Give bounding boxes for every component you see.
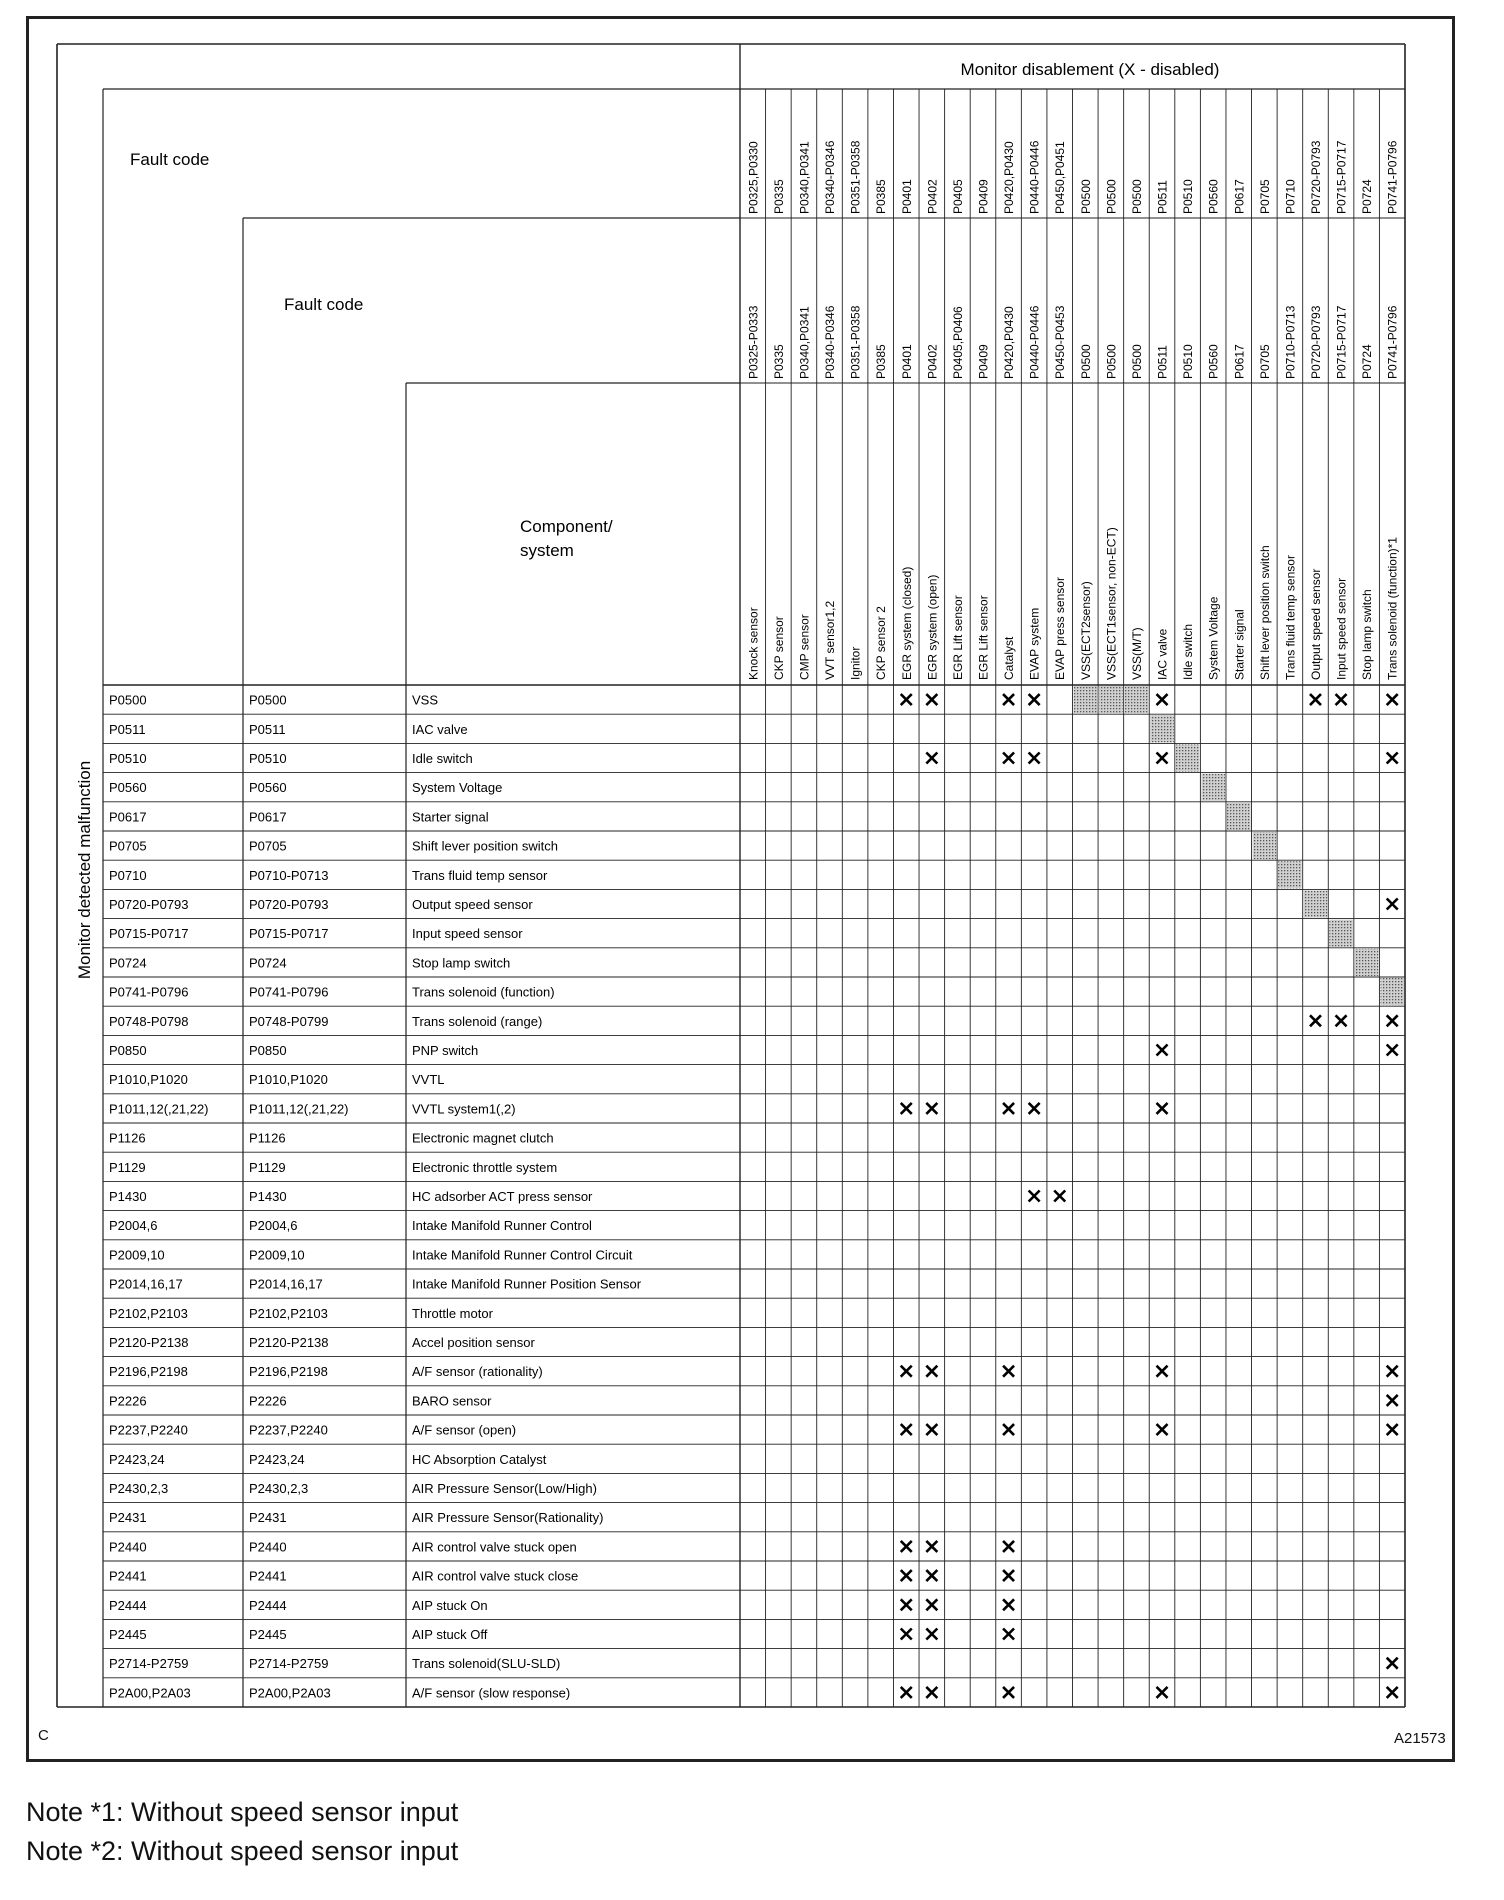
x-mark-icon (901, 1366, 912, 1377)
row-code1: P0720-P0793 (109, 897, 189, 912)
row-code2: P0710-P0713 (249, 867, 329, 883)
x-mark-icon (1157, 1687, 1168, 1698)
col-code1-label: P0340,P0341 (797, 141, 812, 214)
col-component-label: CKP sensor (771, 616, 786, 680)
col-code1-label: P0560 (1206, 179, 1221, 214)
row-code2: P2004,6 (249, 1218, 298, 1234)
row-component: Intake Manifold Runner Position Sensor (412, 1276, 642, 1292)
col-code2-label: P0500 (1078, 344, 1093, 379)
x-mark-icon (1157, 1045, 1168, 1056)
col-code2-label: P0351-P0358 (848, 305, 863, 379)
notes (26, 1793, 458, 1871)
row-code1: P2445 (109, 1627, 147, 1642)
col-code2-label: P0402 (925, 344, 940, 379)
row-component: VVTL system1(,2) (412, 1101, 516, 1117)
fault-code-top-label: Fault code (130, 150, 210, 169)
x-mark-icon (926, 1599, 937, 1610)
row-component: Stop lamp switch (412, 955, 511, 971)
row-component: Intake Manifold Runner Control (412, 1218, 592, 1234)
shaded-cell (1099, 686, 1123, 713)
col-component-label: VSS(M/T) (1129, 627, 1144, 680)
x-mark-icon (926, 1541, 937, 1552)
row-code1: P2441 (109, 1568, 147, 1584)
col-code2-label: P0715-P0717 (1334, 305, 1349, 379)
note-1: Note *1: Without speed sensor input (26, 1797, 459, 1827)
row-component: Intake Manifold Runner Control Circuit (412, 1247, 633, 1263)
col-code1-label: P0385 (874, 179, 889, 214)
row-code1: P2009,10 (109, 1247, 165, 1263)
fault-code-mid-label: Fault code (284, 295, 364, 314)
col-code1-label: P0351-P0358 (848, 140, 863, 214)
col-code2-label: P0720-P0793 (1308, 305, 1323, 379)
x-mark-icon (901, 1599, 912, 1610)
col-code2-label: P0450-P0453 (1053, 305, 1068, 379)
row-component: AIR control valve stuck open (412, 1539, 577, 1555)
x-mark-icon (1003, 1629, 1014, 1640)
row-component: A/F sensor (slow response) (412, 1685, 571, 1701)
row-code2: P2120-P2138 (249, 1335, 329, 1350)
col-code2-label: P0710-P0713 (1283, 305, 1298, 379)
row-code2: P2014,16,17 (249, 1276, 323, 1292)
col-component-label: IAC valve (1155, 628, 1170, 680)
component-label-line2: system (520, 541, 574, 560)
row-component: Idle switch (412, 751, 473, 766)
col-code1-label: P0500 (1104, 179, 1119, 214)
row-code2: P0850 (249, 1043, 287, 1058)
col-component-label: VSS(ECT1sensor, non-ECT) (1104, 527, 1119, 680)
row-component: A/F sensor (open) (412, 1422, 517, 1438)
shaded-cell (1201, 774, 1225, 801)
row-code2: P0560 (249, 780, 287, 796)
x-mark-icon (926, 1570, 937, 1581)
shaded-cell (1304, 890, 1328, 917)
row-code2: P1129 (249, 1159, 286, 1175)
x-mark-icon (926, 1629, 937, 1640)
row-code1: P0710 (109, 867, 147, 883)
row-code2: P0724 (249, 955, 287, 971)
row-code1: P0560 (109, 780, 147, 796)
row-component: IAC valve (412, 721, 468, 737)
row-component: AIR Pressure Sensor(Rationality) (412, 1510, 604, 1526)
x-mark-icon (926, 1687, 937, 1698)
row-code1: P2237,P2240 (109, 1422, 188, 1438)
row-component: Trans fluid temp sensor (412, 867, 548, 883)
x-mark-icon (1387, 1045, 1398, 1056)
col-code1-label: P0402 (925, 179, 940, 214)
col-code1-label: P0340-P0346 (823, 140, 838, 214)
col-code2-label: P0500 (1129, 344, 1144, 379)
row-code1: P1010,P1020 (109, 1072, 188, 1088)
col-code2-label: P0440-P0446 (1027, 305, 1042, 379)
col-component-label: Catalyst (1002, 636, 1017, 680)
shaded-cell (1150, 715, 1174, 742)
row-code2: P0715-P0717 (249, 926, 329, 942)
row-component: Starter signal (412, 809, 489, 825)
note-2: Note *2: Without speed sensor input (26, 1836, 459, 1866)
x-mark-icon (926, 694, 937, 705)
x-mark-icon (1387, 1658, 1398, 1669)
col-code1-label: P0510 (1181, 179, 1196, 214)
x-mark-icon (1029, 1103, 1040, 1114)
x-mark-icon (1054, 1191, 1065, 1202)
row-code2: P0500 (249, 692, 287, 708)
col-component-label: VVT sensor1,2 (823, 600, 838, 680)
figure-letter: C (38, 1727, 49, 1744)
col-code2-label: P0511 (1155, 345, 1170, 379)
col-component-label: EGR system (open) (925, 574, 940, 680)
col-code2-label: P0340-P0346 (823, 305, 838, 379)
col-component-label: Knock sensor (746, 607, 761, 680)
col-code1-label: P0409 (976, 179, 991, 214)
col-code1-label: P0724 (1360, 179, 1375, 214)
col-code2-label: P0724 (1360, 344, 1375, 379)
row-code2: P2445 (249, 1627, 287, 1642)
row-component: Shift lever position switch (412, 838, 558, 854)
col-code1-label: P0705 (1257, 179, 1272, 214)
shaded-cell (1125, 686, 1149, 713)
col-code1-label: P0617 (1232, 179, 1247, 214)
row-code2: P1010,P1020 (249, 1072, 328, 1088)
row-component: HC Absorption Catalyst (412, 1451, 547, 1467)
row-component: PNP switch (412, 1043, 479, 1058)
x-mark-icon (1003, 1570, 1014, 1581)
row-code1: P1129 (109, 1159, 146, 1175)
x-mark-icon (1003, 753, 1014, 764)
row-component: Input speed sensor (412, 926, 523, 942)
x-mark-icon (926, 753, 937, 764)
row-code1: P2714-P2759 (109, 1656, 189, 1672)
component-label-line1: Component/ (520, 517, 613, 536)
x-mark-icon (926, 1366, 937, 1377)
x-mark-icon (1387, 1395, 1398, 1406)
col-code2-label: P0335 (771, 344, 786, 379)
col-component-label: Output speed sensor (1308, 568, 1323, 680)
col-code1-label: P0500 (1078, 179, 1093, 214)
x-mark-icon (901, 1629, 912, 1640)
row-code1: P0741-P0796 (109, 984, 189, 1000)
row-code2: P0617 (249, 809, 287, 825)
x-mark-icon (926, 1424, 937, 1435)
x-mark-icon (1157, 1366, 1168, 1377)
col-code2-label: P0500 (1104, 344, 1119, 379)
row-code1: P0724 (109, 955, 147, 971)
shaded-cell (1278, 861, 1302, 888)
col-code1-label: P0401 (899, 179, 914, 214)
row-code1: P1011,12(,21,22) (109, 1101, 209, 1117)
x-mark-icon (1157, 753, 1168, 764)
row-code2: P2196,P2198 (249, 1364, 328, 1380)
row-code1: P2444 (109, 1597, 147, 1613)
shaded-cell (1253, 832, 1277, 859)
row-code2: P1430 (249, 1189, 287, 1204)
col-code2-label: P0420,P0430 (1002, 306, 1017, 379)
col-code2-label: P0340,P0341 (797, 306, 812, 379)
x-mark-icon (1157, 1103, 1168, 1114)
col-code2-label: P0705 (1257, 344, 1272, 379)
x-mark-icon (1003, 1687, 1014, 1698)
x-mark-icon (1029, 694, 1040, 705)
col-code1-label: P0720-P0793 (1308, 140, 1323, 214)
x-mark-icon (1029, 1191, 1040, 1202)
row-code1: P2226 (109, 1393, 147, 1409)
row-code2: P2423,24 (249, 1451, 305, 1467)
x-mark-icon (901, 694, 912, 705)
col-component-label: Input speed sensor (1334, 577, 1349, 680)
col-component-label: CKP sensor 2 (874, 606, 889, 680)
x-mark-icon (901, 1103, 912, 1114)
x-mark-icon (1387, 1366, 1398, 1377)
shaded-cell (1227, 803, 1251, 830)
row-component: Accel position sensor (412, 1335, 535, 1350)
col-code1-label: P0500 (1129, 179, 1144, 214)
x-mark-icon (901, 1541, 912, 1552)
col-code2-label: P0325-P0333 (746, 305, 761, 379)
row-code2: P2714-P2759 (249, 1656, 329, 1672)
x-mark-icon (1387, 753, 1398, 764)
col-component-label: EVAP press sensor (1053, 577, 1068, 680)
row-code1: P0511 (109, 721, 146, 737)
x-mark-icon (1157, 694, 1168, 705)
row-component: HC adsorber ACT press sensor (412, 1189, 593, 1204)
row-component: Electronic magnet clutch (412, 1130, 554, 1146)
col-code2-label: P0560 (1206, 344, 1221, 379)
row-component: Trans solenoid (function) (412, 984, 555, 1000)
shaded-cell (1380, 978, 1404, 1005)
shaded-cell (1176, 744, 1200, 771)
row-code2: P2009,10 (249, 1247, 305, 1263)
col-component-label: EGR Lift sensor (950, 595, 965, 680)
col-component-label: VSS(ECT2sensor) (1078, 581, 1093, 680)
col-component-label: EGR Lift sensor (976, 595, 991, 680)
row-code1: P0715-P0717 (109, 926, 189, 942)
row-code1: P2440 (109, 1539, 147, 1555)
row-code2: P2102,P2103 (249, 1305, 328, 1321)
x-mark-icon (901, 1424, 912, 1435)
col-code1-label: P0405 (950, 179, 965, 214)
col-component-label: Ignitor (848, 646, 863, 680)
row-code2: P2444 (249, 1597, 287, 1613)
row-code2: P0741-P0796 (249, 984, 329, 1000)
col-code2-label: P0409 (976, 344, 991, 379)
row-code1: P2423,24 (109, 1451, 165, 1467)
col-component-label: Idle switch (1181, 623, 1196, 680)
row-code2: P2A00,P2A03 (249, 1685, 331, 1701)
x-mark-icon (1003, 694, 1014, 705)
x-mark-icon (901, 1570, 912, 1581)
row-component: BARO sensor (412, 1393, 492, 1409)
row-code1: P2004,6 (109, 1218, 158, 1234)
col-code1-label: P0450,P0451 (1053, 141, 1068, 214)
row-component: Throttle motor (412, 1305, 493, 1321)
row-code2: P0748-P0799 (249, 1013, 329, 1029)
side-label-monitor-detected: Monitor detected malfunction (75, 760, 94, 980)
row-code2: P0510 (249, 751, 287, 766)
col-code1-label: P0335 (771, 179, 786, 214)
row-code1: P2430,2,3 (109, 1481, 169, 1496)
x-mark-icon (1003, 1424, 1014, 1435)
col-code1-label: P0325,P0330 (746, 141, 761, 214)
col-component-label: Shift lever position switch (1257, 545, 1272, 680)
col-component-label: Stop lamp switch (1360, 589, 1375, 680)
row-code2: P2431 (249, 1510, 287, 1526)
col-code1-label: P0420,P0430 (1002, 141, 1017, 214)
row-code2: P0705 (249, 838, 287, 854)
shaded-cell (1355, 949, 1379, 976)
row-code1: P2014,16,17 (109, 1276, 183, 1292)
col-code2-label: P0401 (899, 344, 914, 379)
row-code2: P2226 (249, 1393, 287, 1409)
row-component: Trans solenoid (range) (412, 1013, 543, 1029)
col-component-label: Trans fluid temp sensor (1283, 555, 1298, 680)
col-code1-label: P0715-P0717 (1334, 140, 1349, 214)
figure-code: A21573 (1394, 1730, 1446, 1747)
col-code2-label: P0741-P0796 (1385, 305, 1400, 379)
col-component-label: CMP sensor (797, 614, 812, 680)
row-code1: P2A00,P2A03 (109, 1685, 191, 1701)
row-code2: P1126 (249, 1130, 286, 1146)
row-code1: P1430 (109, 1189, 147, 1204)
row-code2: P0720-P0793 (249, 897, 329, 912)
row-code1: P2102,P2103 (109, 1305, 188, 1321)
x-mark-icon (1336, 694, 1347, 705)
row-component: System Voltage (412, 780, 503, 796)
row-code1: P0510 (109, 751, 147, 766)
x-mark-icon (1387, 899, 1398, 910)
row-component: Output speed sensor (412, 897, 533, 912)
x-mark-icon (926, 1103, 937, 1114)
x-mark-icon (1387, 1424, 1398, 1435)
row-component: AIR Pressure Sensor(Low/High) (412, 1481, 597, 1496)
shaded-cell (1074, 686, 1098, 713)
x-mark-icon (1336, 1015, 1347, 1026)
x-mark-icon (1387, 694, 1398, 705)
shaded-cell (1329, 920, 1353, 947)
col-code1-label: P0511 (1155, 180, 1170, 214)
x-mark-icon (1310, 1015, 1321, 1026)
x-mark-icon (1029, 753, 1040, 764)
x-mark-icon (1157, 1424, 1168, 1435)
col-component-label: EVAP system (1027, 607, 1042, 680)
row-code1: P0748-P0798 (109, 1013, 189, 1029)
col-component-label: System Voltage (1206, 596, 1221, 680)
col-code2-label: P0405,P0406 (950, 306, 965, 379)
row-code1: P2120-P2138 (109, 1335, 189, 1350)
col-component-label: Trans solenoid (function)*1 (1385, 537, 1400, 680)
row-code2: P2440 (249, 1539, 287, 1555)
row-component: Electronic throttle system (412, 1159, 558, 1175)
row-code2: P2237,P2240 (249, 1422, 328, 1438)
row-code2: P2430,2,3 (249, 1481, 309, 1496)
row-code1: P2196,P2198 (109, 1364, 188, 1380)
monitor-disablement-title: Monitor disablement (X - disabled) (960, 60, 1220, 79)
col-code1-label: P0710 (1283, 179, 1298, 214)
row-code1: P0705 (109, 838, 147, 854)
row-code2: P1011,12(,21,22) (249, 1101, 349, 1117)
row-component: AIP stuck Off (412, 1627, 488, 1642)
x-mark-icon (1003, 1366, 1014, 1377)
col-component-label: EGR system (closed) (899, 566, 914, 680)
row-code1: P1126 (109, 1130, 146, 1146)
x-mark-icon (1310, 694, 1321, 705)
x-mark-icon (1003, 1541, 1014, 1552)
row-code1: P0850 (109, 1043, 147, 1058)
col-code2-label: P0617 (1232, 344, 1247, 379)
row-component: Trans solenoid(SLU-SLD) (412, 1656, 561, 1672)
col-code1-label: P0440-P0446 (1027, 140, 1042, 214)
row-code1: P0500 (109, 692, 147, 708)
col-code2-label: P0510 (1181, 344, 1196, 379)
row-component: VVTL (412, 1072, 445, 1088)
row-code2: P0511 (249, 721, 286, 737)
x-mark-icon (1003, 1599, 1014, 1610)
row-component: AIP stuck On (412, 1597, 488, 1613)
x-mark-icon (1387, 1687, 1398, 1698)
x-mark-icon (1387, 1015, 1398, 1026)
row-component: AIR control valve stuck close (412, 1568, 579, 1584)
row-code1: P2431 (109, 1510, 147, 1526)
row-code1: P0617 (109, 809, 147, 825)
row-component: VSS (412, 692, 439, 708)
col-component-label: Starter signal (1232, 609, 1247, 680)
row-code2: P2441 (249, 1568, 287, 1584)
col-code1-label: P0741-P0796 (1385, 140, 1400, 214)
col-code2-label: P0385 (874, 344, 889, 379)
x-mark-icon (1003, 1103, 1014, 1114)
x-mark-icon (901, 1687, 912, 1698)
row-component: A/F sensor (rationality) (412, 1364, 543, 1380)
